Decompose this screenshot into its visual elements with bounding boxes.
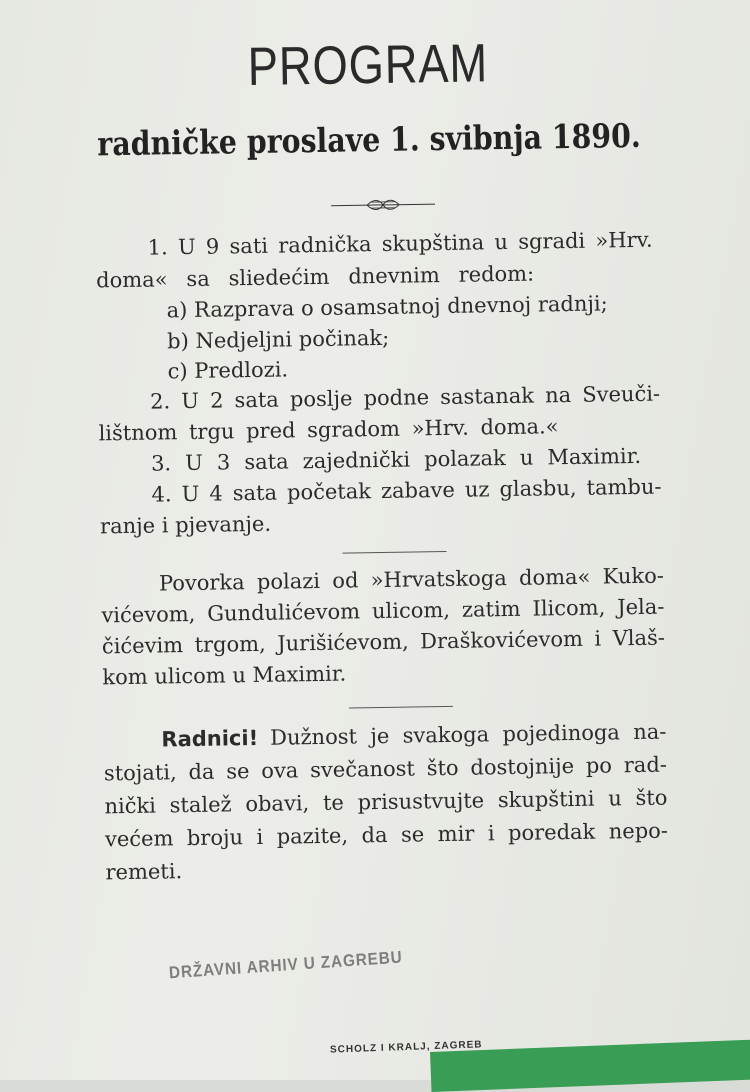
program-item-3: 3. U 3 sata zajednički polazak u Maximir. xyxy=(151,444,641,476)
program-item-4-line-1: 4. U 4 sata početak zabave uz glasbu, tambu- xyxy=(151,475,661,507)
program-item-1-c: c) Predlozi. xyxy=(167,357,288,383)
archive-stamp: DRŽAVNI ARHIV U ZAGREBU xyxy=(168,947,403,983)
appeal-line-1 xyxy=(161,720,666,752)
procession-line-3: čićevim trgom, Jurišićevom, Draškovićevom i Vlaš- xyxy=(102,626,665,659)
appeal-line-2: stojati, da se ova svečanost što dostojnije po rad- xyxy=(104,753,667,786)
ornament-divider-icon xyxy=(331,198,435,212)
document-title: PROGRAM xyxy=(52,29,683,101)
program-item-2-line-2: lištnom trgu pred sgradom »Hrv. doma.« xyxy=(98,414,558,445)
procession-line-4: kom ulicom u Maximir. xyxy=(102,662,346,690)
program-item-1-line-1: 1. U 9 sati radnička skupština u sgradi »Hrv. xyxy=(148,228,653,260)
procession-line-1: Povorka polazi od »Hrvatskoga doma« Kuko- xyxy=(159,564,664,596)
document-subtitle: radničke proslave 1. svibnja 1890. xyxy=(46,115,692,164)
appeal-line-5: remeti. xyxy=(105,859,182,884)
program-item-1-b: b) Nedjeljni počinak; xyxy=(167,326,389,353)
appeal-line-3: nički stalež obavi, te prisustvujte skupštini u što xyxy=(104,786,667,819)
section-divider xyxy=(349,706,453,709)
program-item-4-line-2: ranje i pjevanje. xyxy=(100,512,271,539)
appeal-line-1-text: Dužnost je svakoga pojedinoga na- xyxy=(270,720,667,750)
procession-line-2: vićevom, Gundulićevom ulicom, zatim Ilicom, Jela- xyxy=(101,595,664,628)
program-item-1-line-2: doma« sa sliedećim dnevnim redom: xyxy=(96,262,534,293)
program-item-2-line-1: 2. U 2 sata poslje podne sastanak na Sveuči- xyxy=(150,382,660,414)
printer-credit: SCHOLZ I KRALJ, ZAGREB xyxy=(330,1039,483,1055)
appeal-line-4: većem broju i pazite, da se mir i poredak nepo- xyxy=(105,819,668,852)
program-item-1-a: a) Razprava o osamsatnoj dnevnoj radnji; xyxy=(166,291,607,322)
appeal-heading: Radnici! xyxy=(161,726,258,752)
section-divider xyxy=(343,551,447,554)
